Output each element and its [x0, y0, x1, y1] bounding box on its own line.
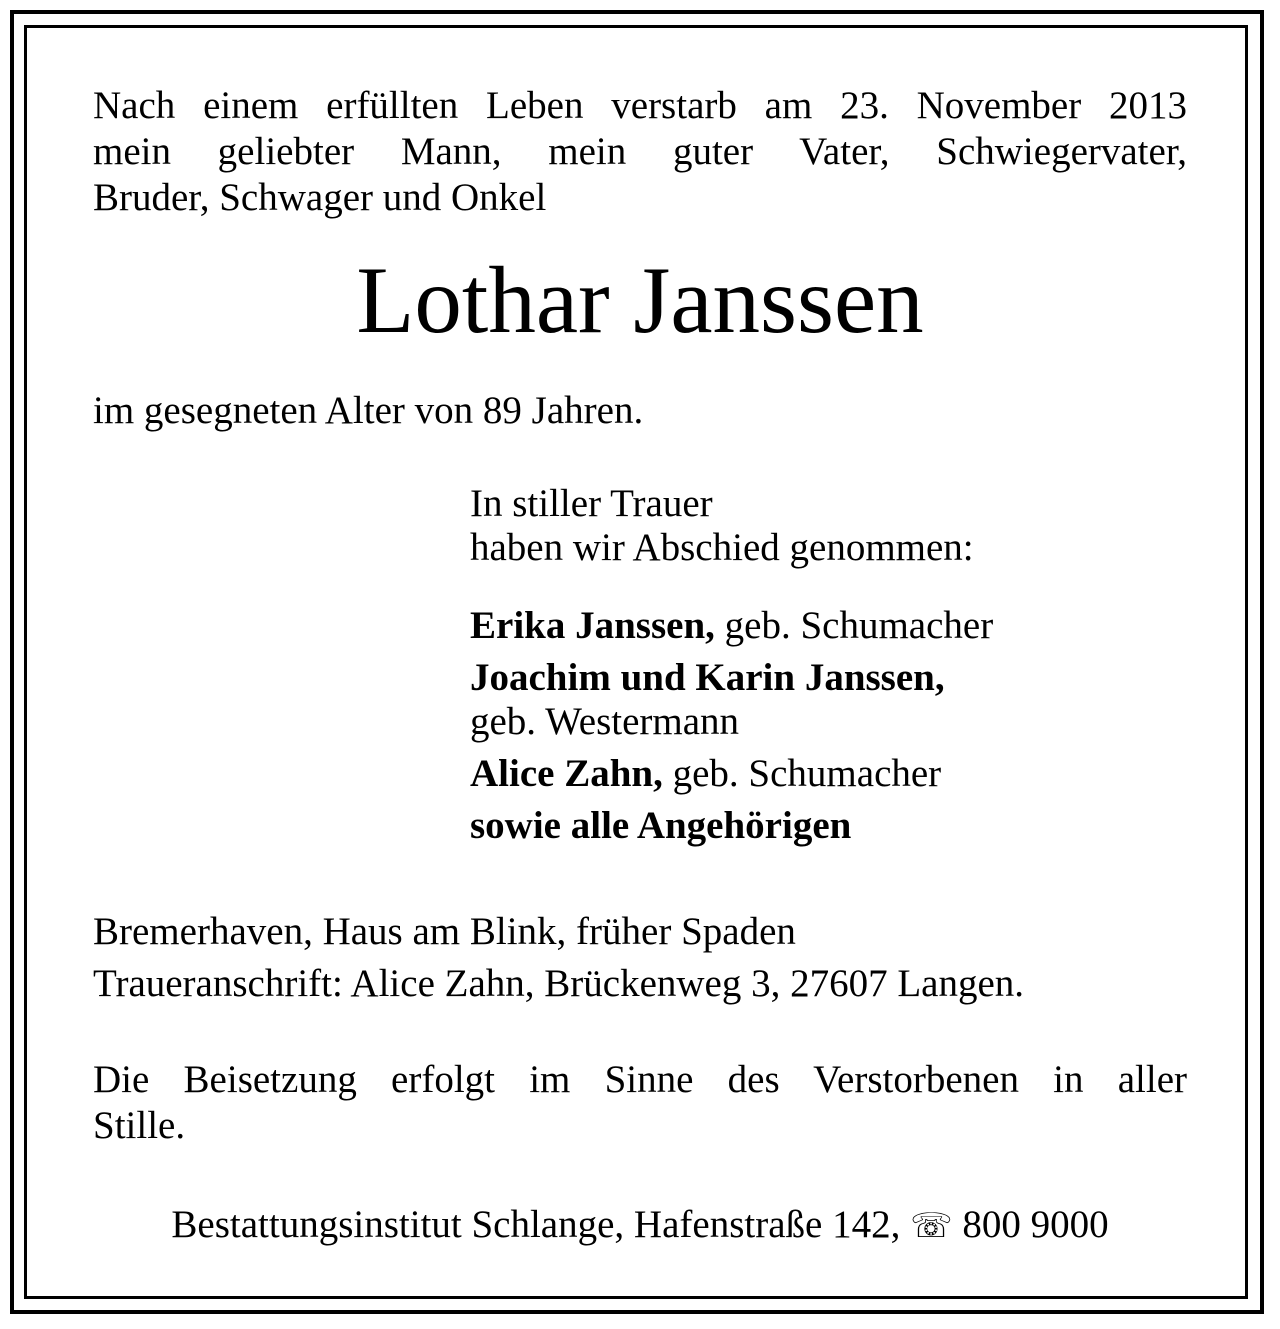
mourning-line-1: In stiller Trauer — [470, 482, 713, 525]
mourning-statement — [470, 482, 974, 570]
mourner-note: geb. Westermann — [470, 700, 740, 743]
mourner-name: Joachim und Karin Janssen, — [470, 656, 945, 699]
address-line: Traueranschrift: Alice Zahn, Brückenweg 3, 27607 Langen. — [93, 962, 1025, 1005]
mourner-entry — [470, 804, 993, 848]
intro-line-2: mein geliebter Mann, mein guter Vater, Schwiegervater, — [93, 130, 1187, 173]
intro-line-3: Bruder, Schwager und Onkel — [93, 176, 547, 219]
mourner-entry — [470, 656, 993, 744]
intro-text — [93, 83, 1187, 221]
mourning-line-2: haben wir Abschied genommen: — [470, 526, 974, 569]
undertaker-phone: 800 9000 — [962, 1203, 1109, 1246]
mourner-entry — [470, 752, 993, 796]
place-and-address — [93, 909, 1187, 1007]
age-line: im gesegneten Alter von 89 Jahren. — [93, 389, 644, 432]
intro-line-1: Nach einem erfüllten Leben verstarb am 23. November 2013 — [93, 84, 1187, 127]
burial-line-1: Die Beisetzung erfolgt im Sinne des Verstorbenen in aller — [93, 1058, 1187, 1101]
burial-note — [93, 1057, 1187, 1149]
deceased-name: Lothar Janssen — [356, 247, 924, 353]
undertaker-line — [0, 1202, 1280, 1249]
undertaker-text: Bestattungsinstitut Schlange, Hafenstraße 142, — [171, 1203, 901, 1246]
burial-line-2: Stille. — [93, 1104, 186, 1147]
place-line: Bremerhaven, Haus am Blink, früher Spaden — [93, 910, 796, 953]
mourner-name: Erika Janssen, — [470, 604, 715, 647]
mourner-note: geb. Schumacher — [724, 604, 994, 647]
mourners-list — [470, 604, 993, 856]
mourner-name: sowie alle Angehörigen — [470, 804, 852, 847]
mourner-note: geb. Schumacher — [672, 752, 942, 795]
mourner-entry — [470, 604, 993, 648]
telephone-icon: ☏ — [910, 1206, 953, 1246]
mourner-name: Alice Zahn, — [470, 752, 663, 795]
